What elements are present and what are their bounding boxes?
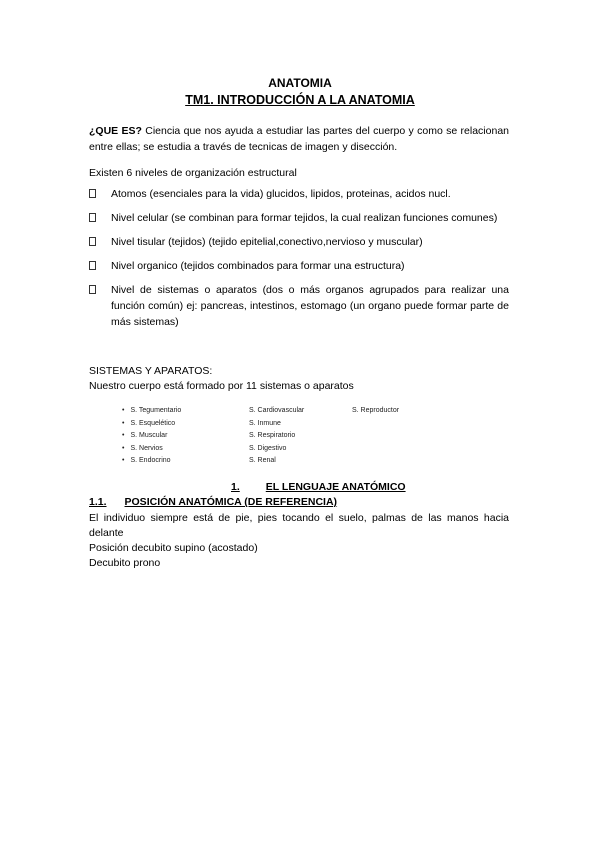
- sistemas-col-1: [122, 405, 181, 468]
- section-title: POSICIÓN ANATÓMICA (DE REFERENCIA): [124, 496, 338, 508]
- body-line: Posición decubito supino (acostado): [89, 542, 258, 554]
- section-number: 1.1.: [89, 496, 107, 508]
- section-1-1-heading: [89, 496, 337, 508]
- section-body: [89, 511, 509, 571]
- bullet-icon: [89, 261, 96, 270]
- sistema-item: S. Renal: [249, 457, 276, 464]
- niveles-intro: Existen 6 niveles de organización estructural: [89, 167, 297, 179]
- bullet-icon: [89, 213, 96, 222]
- bullet-icon: [89, 285, 96, 294]
- sistema-item: • S. Esquelético: [122, 418, 181, 431]
- document-title: ANATOMIA: [268, 76, 332, 90]
- sistema-item: S. Digestivo: [249, 444, 287, 452]
- bullet-icon: [89, 237, 96, 246]
- document-subtitle: TM1. INTRODUCCIÓN A LA ANATOMIA: [185, 93, 415, 107]
- sistema-item: • S. Muscular: [122, 430, 181, 443]
- sistema-item: S. Cardiovascular: [249, 407, 305, 414]
- sistemas-subheading: Nuestro cuerpo está formado por 11 sistemas o aparatos: [89, 380, 354, 392]
- body-line: Decubito prono: [89, 557, 161, 569]
- list-item: Nivel tisular (tejidos) (tejido epitelial,conectivo,nervioso y muscular): [89, 234, 509, 250]
- sistema-item: • S. Tegumentario: [122, 405, 181, 418]
- section-number: 1.: [231, 481, 240, 493]
- section-title: EL LENGUAJE ANATÓMICO: [265, 481, 406, 493]
- sistema-item: S. Inmune: [249, 419, 281, 427]
- sistemas-col-2: [249, 405, 304, 468]
- intro-paragraph: [89, 123, 509, 155]
- sistema-item: S. Reproductor: [352, 407, 400, 414]
- bullet-icon: [89, 189, 96, 198]
- section-1-heading: [231, 481, 406, 493]
- list-item: Nivel celular (se combinan para formar tejidos, la cual realizan funciones comunes): [89, 210, 509, 226]
- list-item: Nivel de sistemas o aparatos (dos o más organos agrupados para realizar una función común) ej: pancreas, intestinos, estomago (un organo puede formar parte de más sistemas): [89, 282, 509, 330]
- sistema-item: • S. Endocrino: [122, 455, 181, 468]
- sistemas-col-3: [352, 405, 399, 418]
- list-item: Atomos (esenciales para la vida) glucidos, lipidos, proteinas, acidos nucl.: [89, 186, 509, 202]
- body-line: El individuo siempre está de pie, pies tocando el suelo, palmas de las manos hacia delante: [89, 512, 509, 539]
- sistema-item: S. Respiratorio: [249, 432, 296, 439]
- intro-text: Ciencia que nos ayuda a estudiar las partes del cuerpo y como se relacionan entre ellas; se estudia a través de tecnicas de imagen y disección.: [89, 125, 509, 153]
- sistema-item: • S. Nervios: [122, 443, 181, 456]
- sistemas-heading: SISTEMAS Y APARATOS:: [89, 365, 213, 377]
- niveles-list: [89, 186, 509, 338]
- intro-label: ¿QUE ES?: [89, 125, 142, 137]
- list-item: Nivel organico (tejidos combinados para formar una estructura): [89, 258, 509, 274]
